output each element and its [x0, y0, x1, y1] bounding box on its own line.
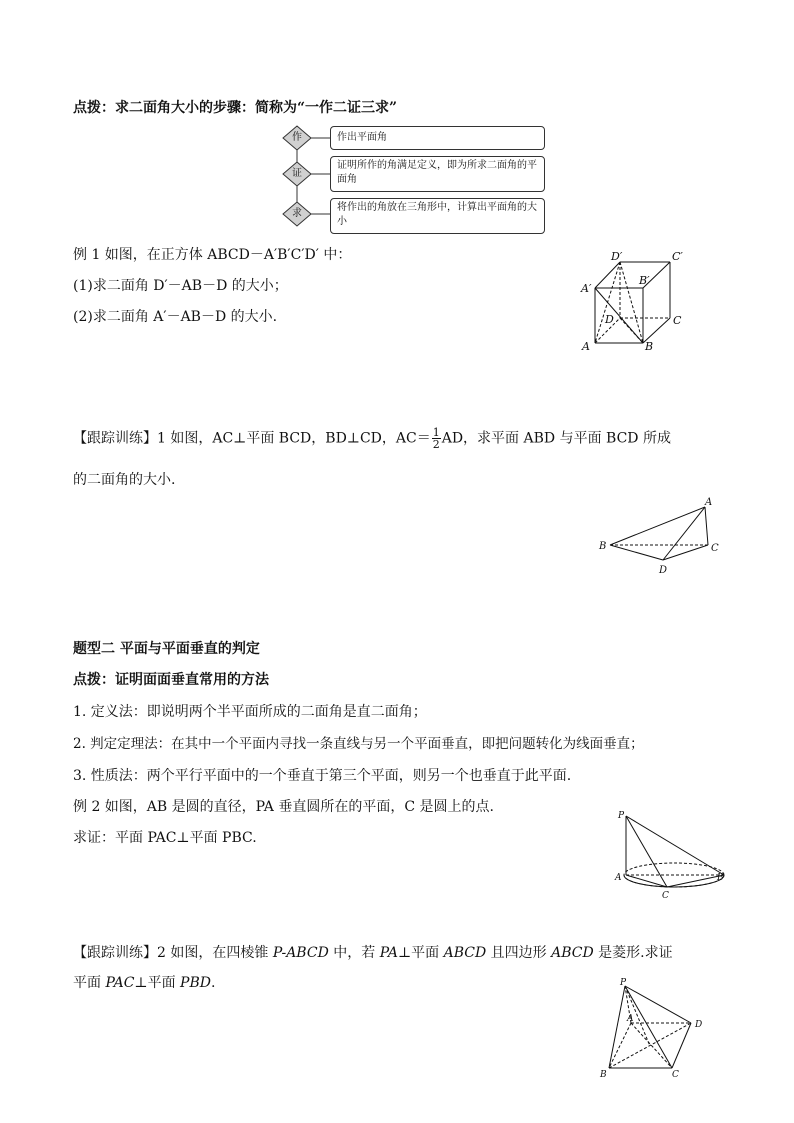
step-key-2: 证	[292, 168, 302, 179]
training2-text: ⊥平面	[134, 975, 181, 991]
label-B: B	[717, 873, 724, 883]
training2-text: 【跟踪训练】2 如图，在四棱锥	[73, 945, 273, 961]
label-B: B	[600, 1070, 607, 1080]
section2-tip: 点拨：证明面面垂直常用的方法	[73, 672, 269, 688]
segment-name: PA	[379, 945, 398, 961]
plane-name: PAC	[105, 975, 135, 991]
label-B: B	[645, 340, 654, 353]
method-1: 1. 定义法：即说明两个半平面所成的二面角是直二面角；	[73, 704, 427, 720]
training1-line1	[73, 427, 671, 450]
training2-text: ⊥平面	[397, 945, 444, 961]
training2-text: .	[210, 975, 216, 991]
fraction-denominator: 2	[432, 438, 440, 451]
example2-line2: 求证：平面 PAC⊥平面 PBC.	[73, 830, 257, 846]
circle-pyramid-figure	[612, 808, 732, 903]
training2-line1	[73, 943, 673, 963]
method-3: 3. 性质法：两个平行平面中的一个垂直于第三个平面，则另一个也垂直于此平面.	[73, 768, 572, 784]
label-D: D	[605, 313, 614, 326]
training2-text: 是菱形.求证	[593, 945, 673, 961]
training2-line2	[73, 973, 215, 993]
section2-title: 题型二 平面与平面垂直的判定	[73, 641, 260, 657]
label-D: D	[659, 565, 668, 576]
example1-q2: (2)求二面角 A′－AB－D 的大小.	[73, 309, 278, 325]
label-C: C	[672, 1070, 679, 1080]
step-key-3: 求	[292, 208, 302, 219]
step-text-3: 将作出的角放在三角形中，计算出平面角的大小	[330, 198, 545, 234]
method-2: 2. 判定定理法：在其中一个平面内寻找一条直线与另一个平面垂直，即把问题转化为线面垂直；	[73, 736, 644, 752]
training2-text: 中，若	[328, 945, 380, 961]
training1-prefix: 【跟踪训练】1 如图，AC⊥平面 BCD，BD⊥CD，AC＝	[73, 430, 431, 447]
training2-text: 且四边形	[486, 945, 552, 961]
step-key-1: 作	[292, 132, 302, 143]
label-P: P	[618, 811, 625, 821]
label-A: A	[582, 340, 590, 353]
label-C-prime: C′	[672, 250, 683, 263]
training1-suffix: AD，求平面 ABD 与平面 BCD 所成	[441, 430, 671, 447]
pyramid-name: P-ABCD	[272, 945, 329, 961]
label-P: P	[620, 978, 627, 988]
label-A: A	[627, 1014, 634, 1024]
training2-text: 平面	[73, 975, 106, 991]
label-D: D	[695, 1020, 703, 1030]
plane-name: ABCD	[443, 945, 487, 961]
label-A-prime: A′	[581, 282, 592, 295]
example1-intro: 例 1 如图，在正方体 ABCD－A′B′C′D′ 中：	[73, 247, 352, 263]
label-A: A	[705, 497, 713, 508]
label-A: A	[615, 873, 622, 883]
step-text-2: 证明所作的角满足定义，即为所求二面角的平面角	[330, 156, 545, 192]
label-C: C	[673, 314, 682, 327]
fraction	[432, 427, 441, 450]
label-B: B	[599, 541, 607, 552]
step-text-1: 作出平面角	[330, 126, 545, 150]
cube-figure	[575, 250, 695, 355]
steps-flowchart	[280, 124, 550, 234]
label-B-prime: B′	[639, 274, 650, 287]
tetrahedron-figure	[595, 495, 725, 580]
rhombus-pyramid-figure	[595, 976, 715, 1081]
section1-tip: 点拨：求二面角大小的步骤：简称为“一作二证三求”	[73, 100, 398, 116]
quad-name: ABCD	[551, 945, 594, 961]
label-C: C	[711, 543, 719, 554]
label-C: C	[662, 891, 669, 901]
example1-q1: (1)求二面角 D′－AB－D 的大小；	[73, 278, 288, 294]
fraction-numerator: 1	[432, 426, 440, 439]
label-D-prime: D′	[611, 250, 623, 263]
training1-line2: 的二面角的大小.	[73, 472, 176, 488]
example2-line1: 例 2 如图，AB 是圆的直径，PA 垂直圆所在的平面，C 是圆上的点.	[73, 799, 494, 815]
plane-name: PBD	[180, 975, 211, 991]
